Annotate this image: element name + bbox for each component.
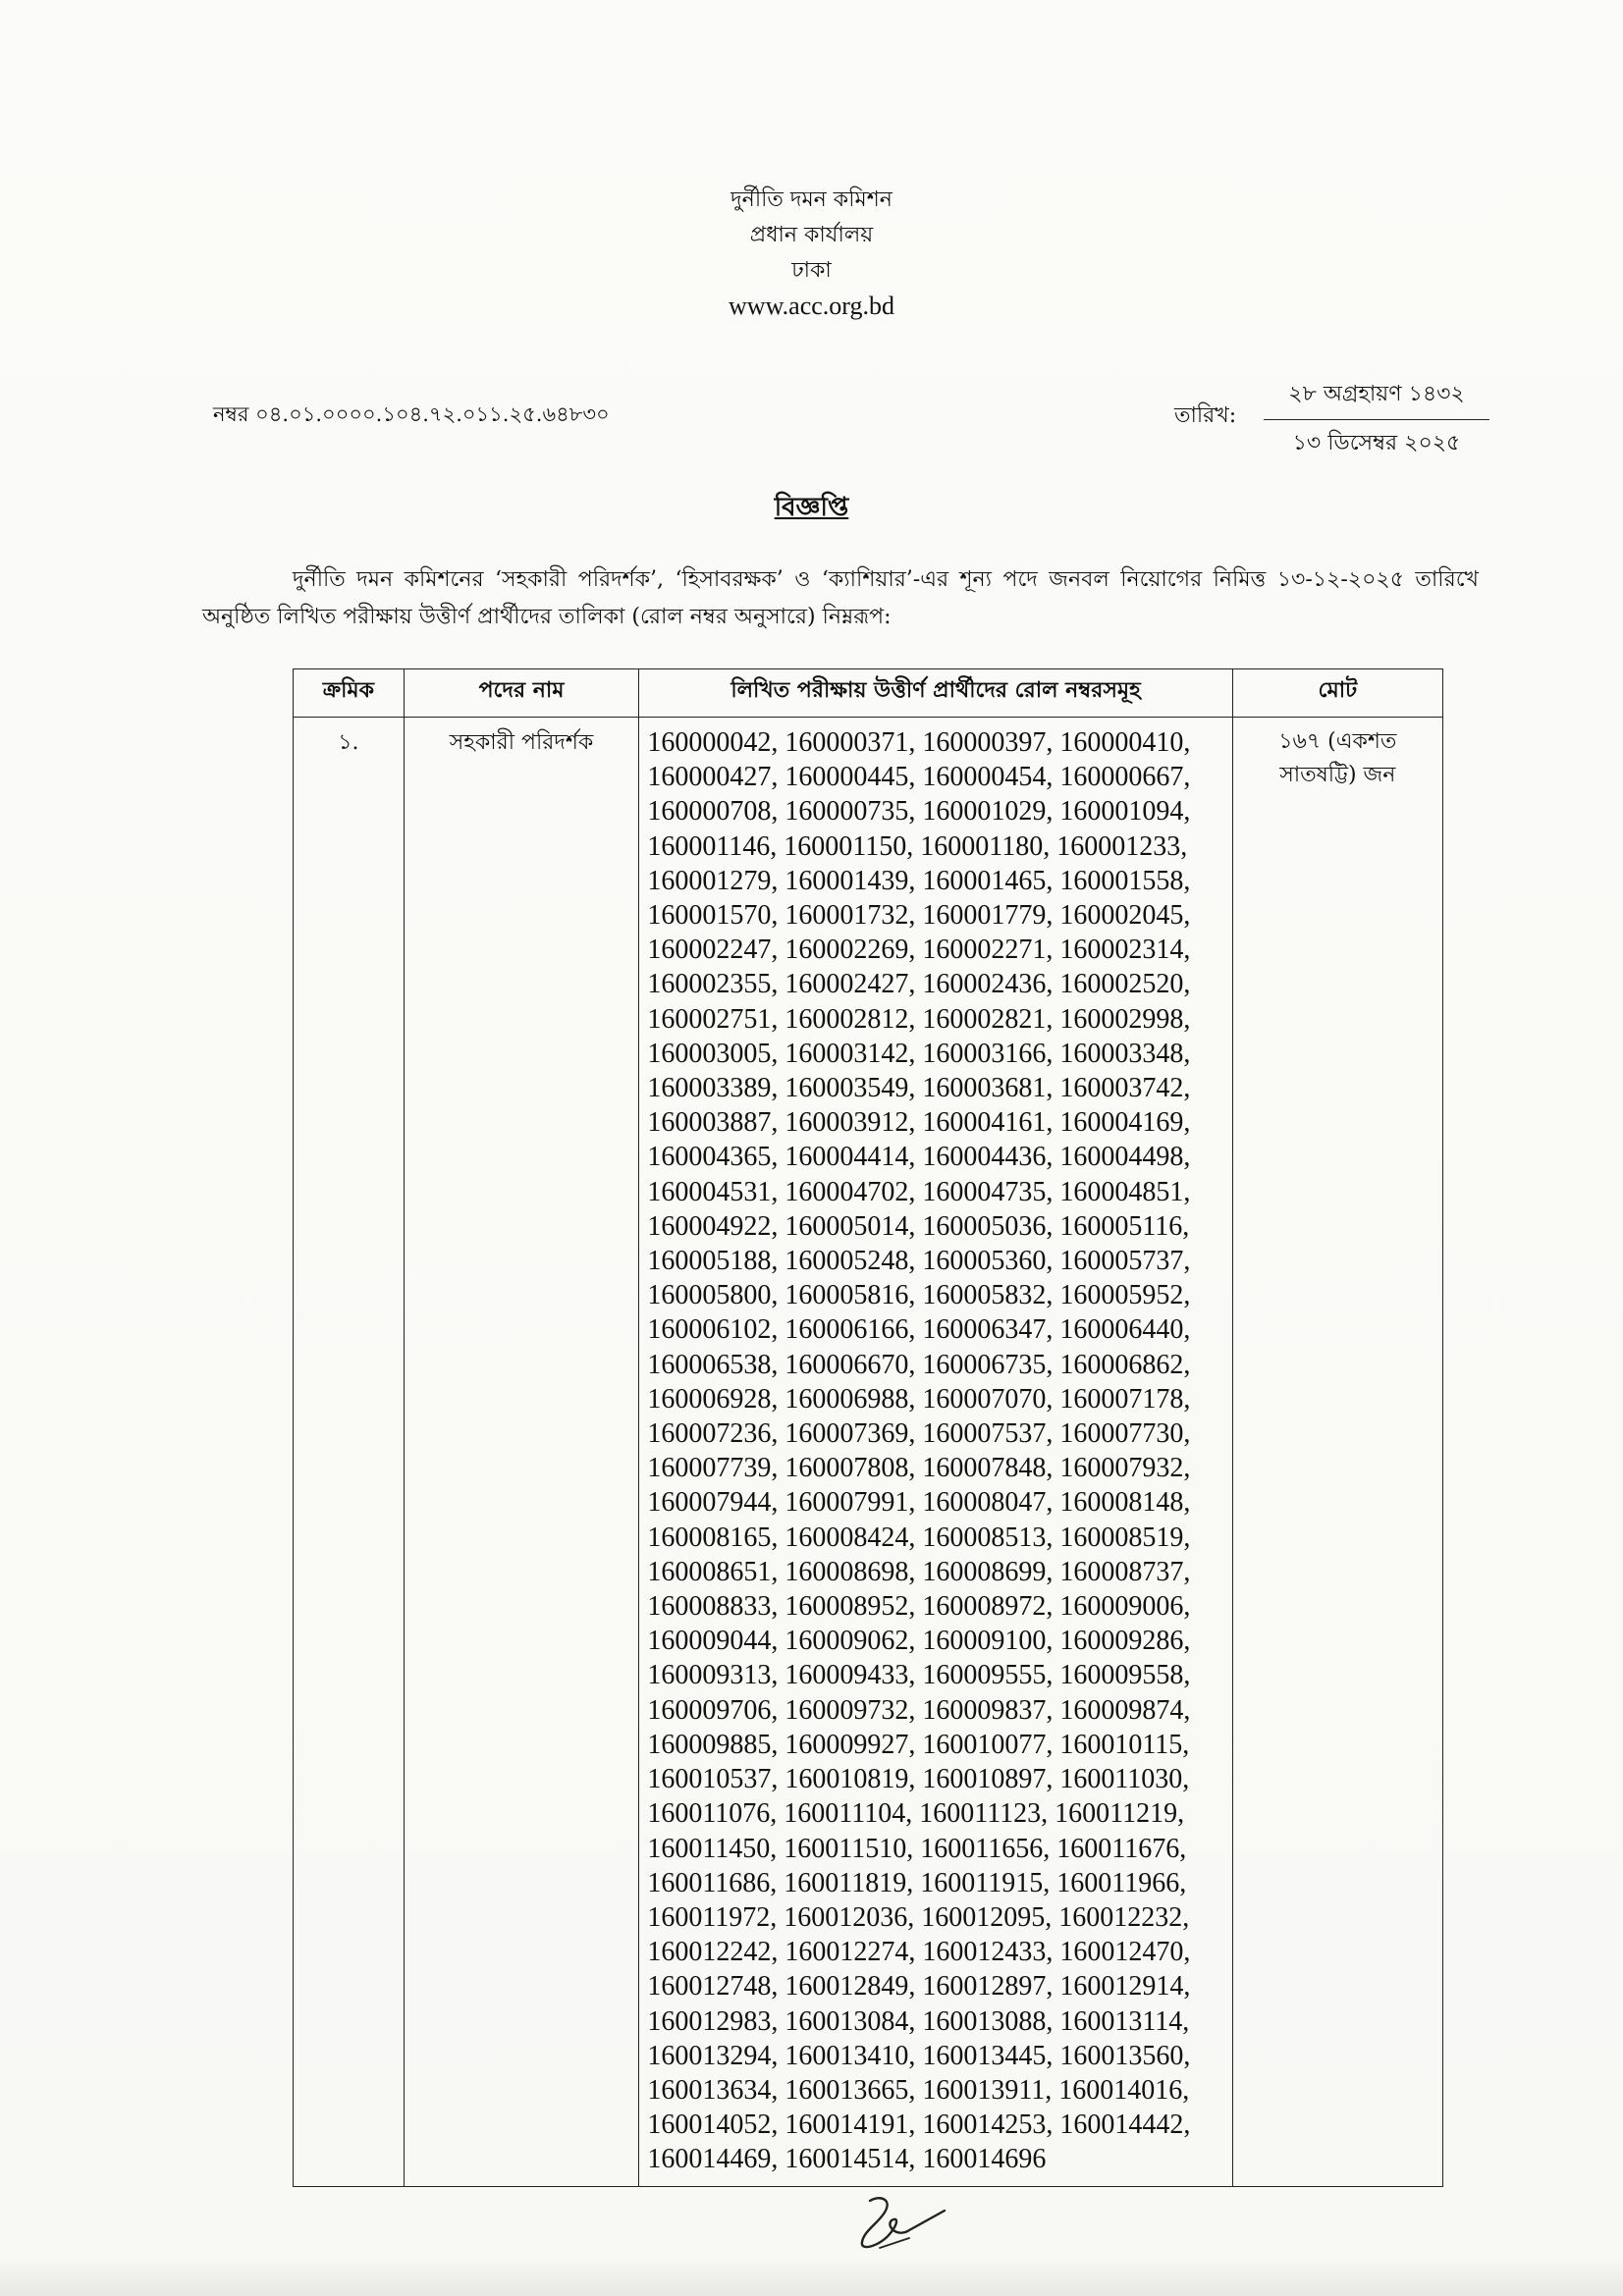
roll-number-line: 160007236, 160007369, 160007537, 160007730,	[647, 1418, 1191, 1450]
date-block	[1264, 377, 1489, 462]
roll-number-line: 160000042, 160000371, 160000397, 160000410,	[647, 727, 1191, 758]
roll-number-line: 160008165, 160008424, 160008513, 160008519,	[647, 1522, 1191, 1553]
roll-number-line: 160013634, 160013665, 160013911, 160014016,	[647, 2074, 1190, 2106]
roll-number-line: 160009313, 160009433, 160009555, 160009558,	[647, 1660, 1191, 1691]
roll-number-line: 160004922, 160005014, 160005036, 160005116,	[647, 1210, 1190, 1242]
roll-number-line: 160006928, 160006988, 160007070, 160007178,	[647, 1383, 1191, 1415]
roll-number-line: 160003005, 160003142, 160003166, 160003348,	[647, 1038, 1191, 1069]
table-row	[294, 718, 1443, 2187]
roll-number-line: 160010537, 160010819, 160010897, 160011030,	[647, 1764, 1190, 1795]
row-post: সহকারী পরিদর্শক	[404, 718, 639, 2187]
signature-icon	[840, 2191, 948, 2260]
roll-number-line: 160006538, 160006670, 160006735, 160006862,	[647, 1349, 1191, 1380]
date-bangla: ২৮ অগ্রহায়ণ ১৪৩২	[1264, 377, 1489, 420]
roll-number-line: 160002751, 160002812, 160002821, 160002998,	[647, 1003, 1191, 1035]
roll-number-line: 160003389, 160003549, 160003681, 160003742,	[647, 1073, 1191, 1104]
roll-number-line: 160000708, 160000735, 160001029, 160001094,	[647, 796, 1191, 828]
roll-number-line: 160007944, 160007991, 160008047, 160008148,	[647, 1487, 1191, 1519]
roll-number-line: 160011450, 160011510, 160011656, 160011676,	[647, 1833, 1187, 1864]
header-rolls: লিখিত পরীক্ষায় উত্তীর্ণ প্রার্থীদের রোল নম্বরসমূহ	[639, 669, 1232, 718]
roll-number-line: 160000427, 160000445, 160000454, 160000667,	[647, 762, 1191, 793]
row-rolls-cell	[639, 718, 1232, 2187]
header-post: পদের নাম	[404, 669, 639, 718]
intro-paragraph: দুর্নীতি দমন কমিশনের ‘সহকারী পরিদর্শক’, ‘হিসাবরক্ষক’ ও ‘ক্যাশিয়ার’-এর শূন্য পদে জনবল নিয়োগের নিমিত্ত ১৩-১২-২০২৫ তারিখে অনুষ্ঠিত লিখিত পরীক্ষায় উত্তীর্ণ প্রার্থীদের তালিকা (রোল নম্বর অনুসারে) নিম্নরূপ:	[202, 567, 1479, 629]
roll-number-line: 160002247, 160002269, 160002271, 160002314,	[647, 934, 1191, 966]
roll-number-line: 160007739, 160007808, 160007848, 160007932,	[647, 1453, 1191, 1484]
roll-number-line: 160009044, 160009062, 160009100, 160009286,	[647, 1626, 1191, 1657]
letterhead	[0, 183, 1623, 324]
roll-number-line: 160012983, 160013084, 160013088, 160013114,	[647, 2005, 1190, 2037]
roll-number-line: 160014052, 160014191, 160014253, 160014442,	[647, 2109, 1191, 2141]
roll-number-line: 160005800, 160005816, 160005832, 160005952,	[647, 1280, 1191, 1311]
roll-number-line: 160009706, 160009732, 160009837, 160009874,	[647, 1694, 1191, 1726]
roll-number-line: 160004365, 160004414, 160004436, 160004498,	[647, 1142, 1191, 1173]
roll-number-list	[647, 725, 1223, 2178]
table-header-row	[294, 669, 1443, 718]
roll-number-line: 160011076, 160011104, 160011123, 160011219,	[647, 1798, 1185, 1830]
date-label: তারিখ:	[1174, 403, 1237, 428]
memo-number: নম্বর ০৪.০১.০০০০.১০৪.৭২.০১১.২৫.৬৪৮৩০	[213, 402, 610, 426]
row-total: ১৬৭ (একশত সাতষট্টি) জন	[1232, 718, 1442, 2187]
roll-number-line: 160013294, 160013410, 160013445, 160013560,	[647, 2040, 1191, 2071]
date-gregorian: ১৩ ডিসেম্বর ২০২৫	[1292, 431, 1461, 455]
roll-number-line: 160001570, 160001732, 160001779, 160002045,	[647, 900, 1191, 932]
roll-number-line: 160012748, 160012849, 160012897, 160012914,	[647, 1971, 1191, 2002]
header-total: মোট	[1232, 669, 1442, 718]
roll-number-line: 160009885, 160009927, 160010077, 160010115,	[647, 1729, 1190, 1760]
roll-number-line: 160008833, 160008952, 160008972, 160009006,	[647, 1591, 1191, 1623]
website-url[interactable]: www.acc.org.bd	[729, 292, 894, 320]
roll-number-line: 160014469, 160014514, 160014696	[647, 2144, 1047, 2175]
header-serial: ক্রমিক	[294, 669, 405, 718]
scan-edge	[0, 2258, 1623, 2296]
city-name: ঢাকা	[791, 258, 832, 283]
results-table	[293, 668, 1443, 2187]
notice-title: বিজ্ঞপ্তি	[774, 493, 849, 522]
roll-number-line: 160011686, 160011819, 160011915, 160011966,	[647, 1867, 1187, 1898]
roll-number-line: 160003887, 160003912, 160004161, 160004169,	[647, 1107, 1191, 1139]
roll-number-line: 160004531, 160004702, 160004735, 160004851,	[647, 1176, 1191, 1207]
roll-number-line: 160012242, 160012274, 160012433, 160012470,	[647, 1937, 1191, 1968]
roll-number-line: 160001279, 160001439, 160001465, 160001558,	[647, 865, 1191, 896]
office-name: প্রধান কার্যালয়	[749, 223, 874, 247]
row-serial: ১.	[294, 718, 405, 2187]
roll-number-line: 160006102, 160006166, 160006347, 160006440,	[647, 1314, 1191, 1346]
roll-number-line: 160002355, 160002427, 160002436, 160002520,	[647, 969, 1191, 1000]
roll-number-line: 160005188, 160005248, 160005360, 160005737,	[647, 1246, 1191, 1277]
org-name: দুর্নীতি দমন কমিশন	[730, 187, 893, 212]
roll-number-line: 160001146, 160001150, 160001180, 160001233,	[647, 830, 1188, 862]
roll-number-line: 160011972, 160012036, 160012095, 160012232,	[647, 1901, 1190, 1933]
roll-number-line: 160008651, 160008698, 160008699, 160008737,	[647, 1556, 1191, 1587]
